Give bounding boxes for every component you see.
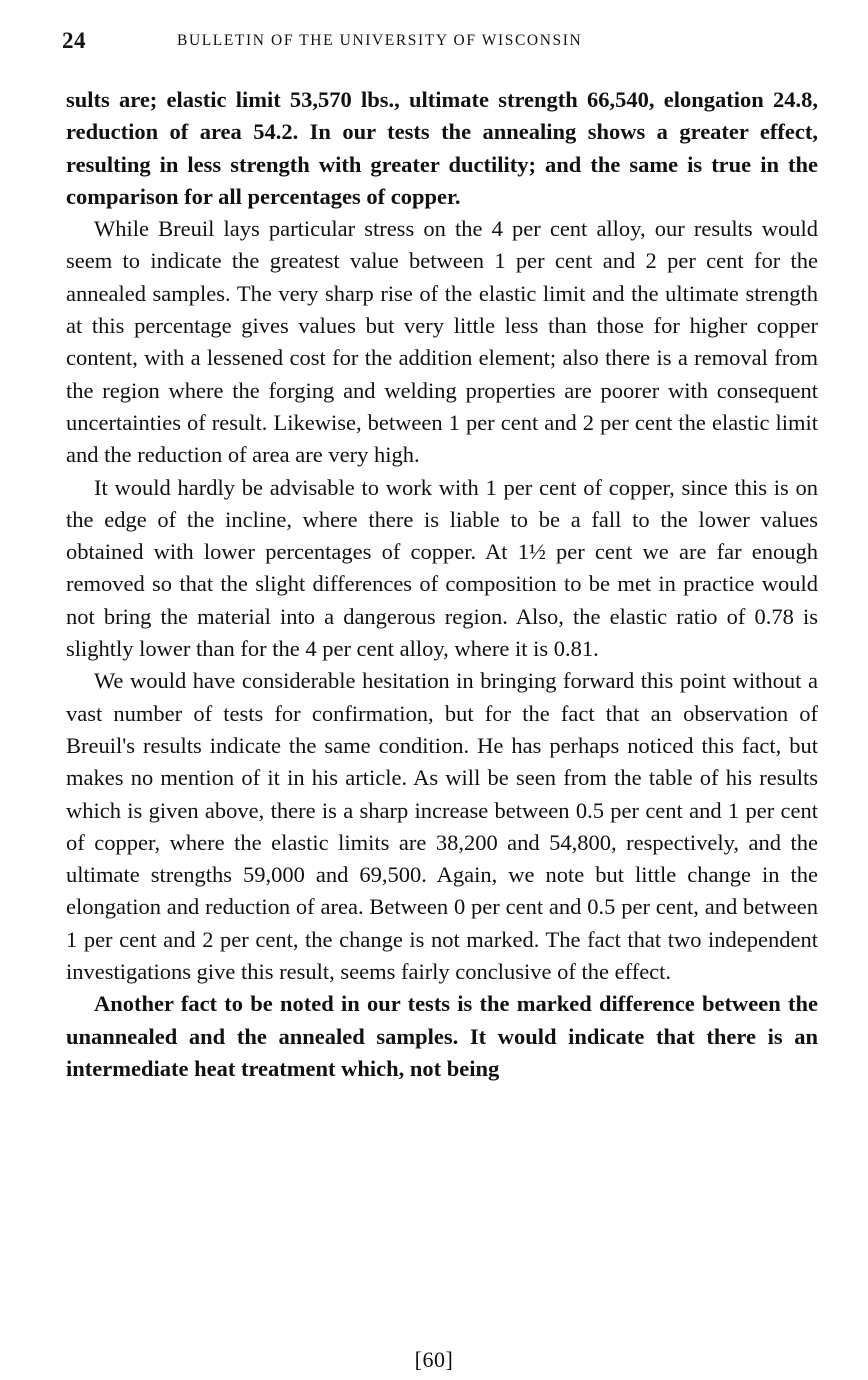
running-head: BULLETIN OF THE UNIVERSITY OF WISCONSIN	[177, 32, 583, 49]
body-text	[66, 84, 818, 1085]
paragraph: Another fact to be noted in our tests is the marked difference between the unannealed and the annealed samples. It would indicate that there is an intermediate heat treatment which, not being	[66, 991, 818, 1081]
folio-number: [60]	[414, 1347, 454, 1372]
paragraph: While Breuil lays particular stress on the 4 per cent alloy, our results would seem to indicate the greatest value between 1 per cent and 2 per cent for the annealed samples. The very sharp rise of the elastic limit and the ultimate strength at this percentage gives values but very little less than those for higher copper content, with a lessened cost for the addition element; also there is a removal from the region where the forging and welding properties are poorer with consequent uncertainties of result. Likewise, between 1 per cent and 2 per cent the elastic limit and the reduction of area are very high.	[66, 216, 818, 468]
paragraph: It would hardly be advisable to work with 1 per cent of copper, since this is on the edge of the incline, where there is liable to be a fall to the lower values obtained with lower percentages of copper. At 1½ per cent we are far enough removed so that the slight differences of composition to be met in practice would not bring the material into a dangerous region. Also, the elastic ratio of 0.78 is slightly lower than for the 4 per cent alloy, where it is 0.81.	[66, 474, 818, 662]
page-header	[62, 28, 822, 58]
paragraph: sults are; elastic limit 53,570 lbs., ultimate strength 66,540, elongation 24.8, reduction of area 54.2. In our tests the annealing shows a greater effect, resulting in less strength with greater ductility; and the same is true in the comparison for all percentages of copper.	[66, 87, 818, 209]
page-number: 24	[62, 28, 86, 53]
paragraph: We would have considerable hesitation in bringing forward this point without a vast number of tests for confirmation, but for the fact that an observation of Breuil's results indicate the same condition. He has perhaps noticed this fact, but makes no mention of it in his article. As will be seen from the table of his results which is given above, there is a sharp increase between 0.5 per cent and 1 per cent of copper, where the elastic limits are 38,200 and 54,800, respectively, and the ultimate strengths 59,000 and 69,500. Again, we note but little change in the elongation and reduction of area. Between 0 per cent and 0.5 per cent, and between 1 per cent and 2 per cent, the change is not marked. The fact that two independent investigations give this result, seems fairly conclusive of the effect.	[66, 668, 818, 985]
